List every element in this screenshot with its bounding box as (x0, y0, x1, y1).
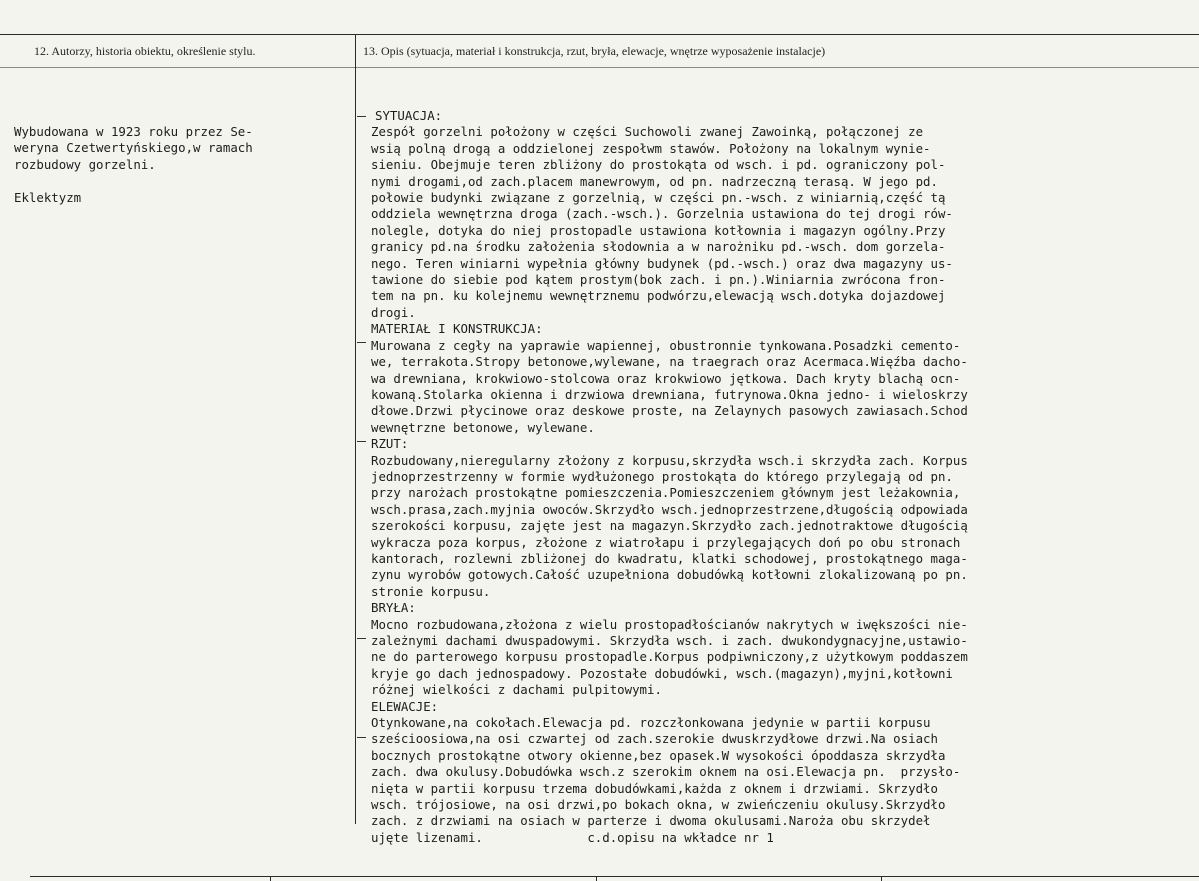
text-line: Mocno rozbudowana,złożona z wielu prostopadłościanów nakrytych w iwększości nie- (371, 616, 968, 632)
text-line: Zespół gorzelni położony w części Suchowoli zwanej Zawoinką, połączonej ze (371, 124, 924, 140)
col12-heading: 12. Autorzy, historia obiektu, określenie stylu. (34, 44, 256, 58)
text-line: nięta w partii korpusu trzema dobudówkami,każda z oknem i drzwiami. Skrzydło (371, 780, 938, 796)
spacer (14, 173, 253, 189)
text-line: różnej wielkości z dachami pulpitowymi. (371, 682, 662, 698)
section-tick (357, 116, 366, 117)
bottom-rule (30, 876, 1199, 877)
text-line: oddziela wewnętrzna droga (zach.-wsch.). Gorzelnia ustawiona do tej drogi rów- (371, 206, 953, 222)
text-line: Otynkowane,na cokołach.Elewacja pd. rozczłonkowana jedynie w partii korpusu (371, 715, 931, 731)
text-line: kryje go dach jednospadowy. Pozostałe dobudówki, wsch.(magazyn),myjni,kotłowni (371, 665, 953, 681)
section-title: RZUT: (371, 436, 409, 452)
text-line: dłowe.Drzwi płycinowe oraz deskowe proste, na Zelaynych pasowych zawiasach.Schod (371, 403, 968, 419)
text-line: wsią polną drogą a oddzielonej zespołwm stawów. Położony na lokalnym wynie- (371, 140, 931, 156)
col13-heading: 13. Opis (sytuacja, materiał i konstrukcja, rzut, bryła, elewacje, wnętrze wyposażenie instalacje) (363, 44, 826, 58)
history-line: weryna Czetwertyńskiego,w ramach (14, 140, 253, 156)
section-elewacje (371, 699, 968, 847)
header-divider (0, 67, 1199, 68)
text-line: wa drewniana, krokwiowo-stolcowa oraz krokwiowo jętkowa. Dach kryty blachą ocn- (371, 370, 961, 386)
text-line: nolegle, dotyka do niej prostopadle ustawiona kotłownia i magazyn ogólny.Przy (371, 222, 946, 238)
text-line: wykracza poza korpus, złożone z wiatrołapu i przylegających doń po obu stronach (371, 534, 961, 550)
text-line: bocznych prostokątne otwory okienne,bez opasek.W wysokości ópoddasza skrzydła (371, 747, 946, 763)
description-block (371, 108, 968, 846)
text-line: wsch.prasa,zach.myjnia owoców.Skrzydło wsch.jednoprzestrzene,długością odpowiada (371, 501, 968, 517)
text-line: Murowana z cegły na yaprawie wapiennej, obustronnie tynkowana.Posadzki cemento- (371, 337, 961, 353)
text-line: granicy pd.na środku założenia słodownia a w narożniku pd.-wsch. dom gorzela- (371, 239, 946, 255)
bottom-tick-2 (596, 876, 597, 881)
section-material (371, 321, 968, 436)
history-line: rozbudowy gorzelni. (14, 156, 156, 172)
text-line: Rozbudowany,nieregularny złożony z korpusu,skrzydła wsch.i skrzydła zach. Korpus (371, 452, 968, 468)
section-tick (357, 441, 366, 442)
section-title: ELEWACJE: (371, 698, 439, 714)
section-title: MATERIAŁ I KONSTRUKCJA: (371, 321, 543, 337)
text-line: sześcioosiowa,na osi czwartej od zach.szerokie dwuskrzydłowe drzwi.Na osiach (371, 731, 938, 747)
text-line: tem na pn. ku kolejnemu wewnętrznemu podwórzu,elewacją wsch.dotyka dojazdowej (371, 288, 946, 304)
section-bryla (371, 600, 968, 698)
section-tick (357, 342, 366, 343)
text-line: zach. dwa okulusy.Dobudówka wsch.z szerokim oknem na osi.Elewacja pn. przysło- (371, 764, 961, 780)
section-tick (357, 638, 366, 639)
section-tick (357, 737, 366, 738)
text-line: kantorach, rozlewni zbliżonej do kwadratu, klatki schodowej, prostokątnego maga- (371, 550, 968, 566)
text-line: połowie budynki związane z gorzelnią, w części pn.-wsch. z winiarnią,część tą (371, 190, 946, 206)
text-line: zynu wyrobów gotowych.Całość uzupełniona dobudówką kotłowni zlokalizowaną po pn. (371, 567, 968, 583)
text-line: stronie korpusu. (371, 583, 491, 599)
text-line: nego. Teren winiarni wypełnia główny budynek (pd.-wsch.) oraz dwa magazyny us- (371, 255, 953, 271)
text-line: tawione do siebie pod kątem prostym(bok zach. i pn.).Winiarnia zwrócona fron- (371, 272, 946, 288)
text-line: sieniu. Obejmuje teren zbliżony do prostokąta od wsch. i pd. ograniczony pol- (371, 157, 946, 173)
section-title: BRYŁA: (371, 600, 416, 616)
bottom-tick-3 (881, 876, 882, 881)
history-block (14, 124, 253, 206)
section-rzut (371, 436, 968, 600)
text-line: wewnętrzne betonowe, wylewane. (371, 419, 595, 435)
section-title: SYTUACJA: (375, 108, 443, 123)
style-label: Eklektyzm (14, 189, 82, 205)
top-rule (0, 34, 1199, 35)
text-line: ujęte lizenami. c.d.opisu na wkładce nr 1 (371, 829, 774, 845)
text-line: zach. z drzwiami na osiach w parterze i dwoma okulusami.Naroża obu skrzydeł (371, 813, 931, 829)
text-line: nymi drogami,od zach.placem manewrowym, od pn. nadrzeczną terasą. W jego pd. (371, 173, 938, 189)
column-divider (355, 34, 356, 824)
text-line: we, terrakota.Stropy betonowe,wylewane, na traegrach oraz Acermaca.Więźba dacho- (371, 354, 968, 370)
text-line: drogi. (371, 304, 416, 320)
text-line: wsch. trójosiowe, na osi drzwi,po bokach okna, w zwieńczeniu okulusy.Skrzydło (371, 797, 946, 813)
section-sytuacja (371, 108, 968, 321)
bottom-tick-1 (270, 876, 271, 881)
text-line: zależnymi dachami dwuspadowymi. Skrzydła wsch. i zach. dwukondygnacyjne,ustawio- (371, 633, 968, 648)
text-line: szerokości korpusu, zajęte jest na magazyn.Skrzydło zach.jednotraktowe długością (371, 518, 968, 534)
history-line: Wybudowana w 1923 roku przez Se- (14, 124, 253, 139)
text-line: kowaną.Stolarka okienna i drzwiowa drewniana, futrynowa.Okna jedno- i wieloskrzy (371, 386, 968, 402)
text-line: jednoprzestrzenny w formie wydłużonego prostokąta do którego przylegają od pn. (371, 468, 953, 484)
text-line: ne do parterowego korpusu prostopadle.Korpus podpiwniczony,z użytkowym poddaszem (371, 649, 968, 665)
text-line: przy narożach prostokątne pomieszczenia.Pomieszczeniem głównym jest leżakownia, (371, 485, 961, 501)
